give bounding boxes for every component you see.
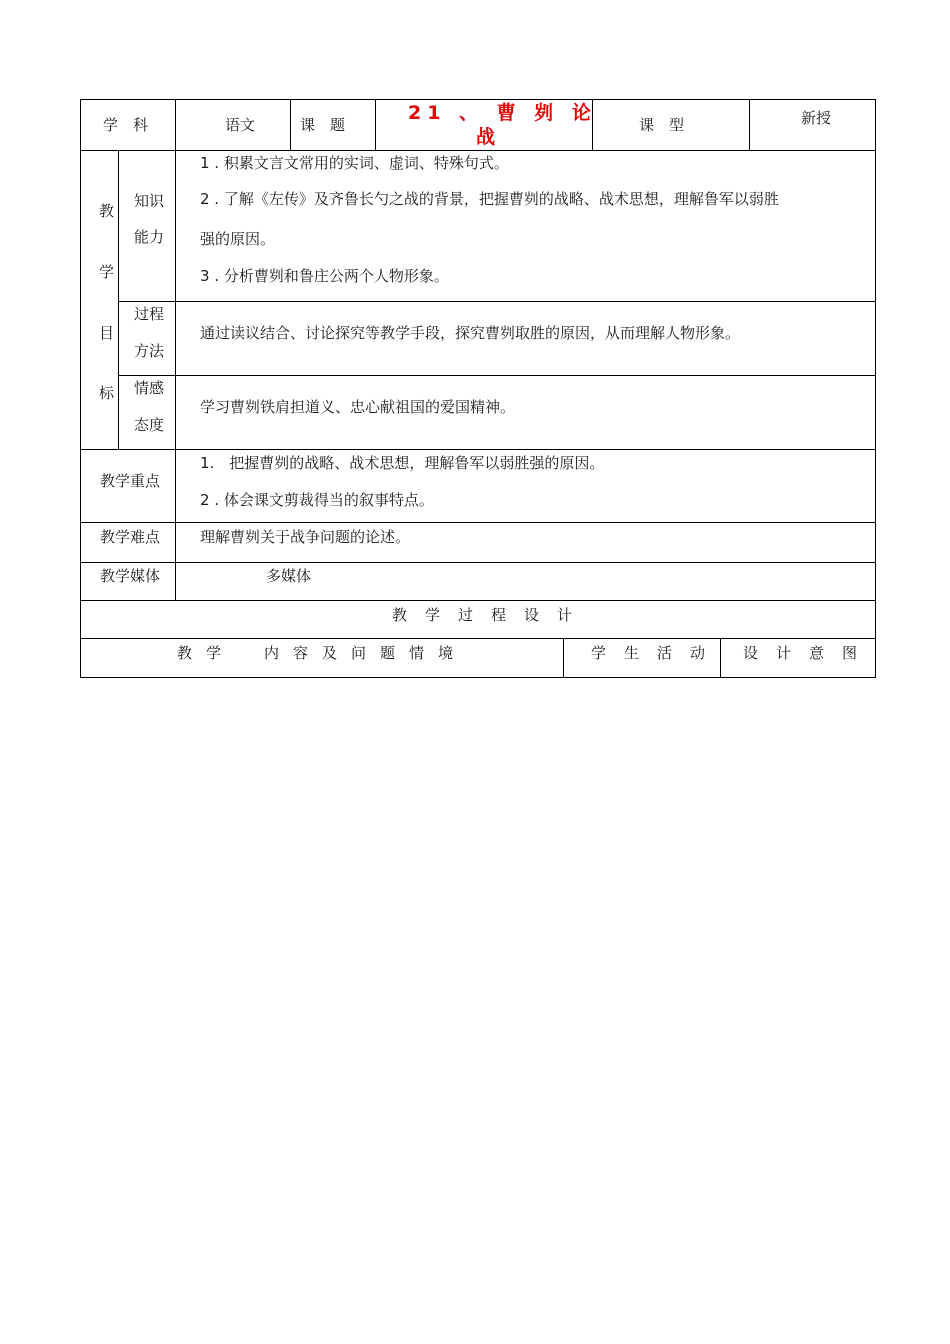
topic-title-line1: 21 、 曹 刿 论 — [408, 102, 597, 124]
knowledge-item: 2 . 了解《左传》及齐鲁长勺之战的背景，把握曹刿的战略、战术思想，理解鲁军以弱胜 — [200, 190, 779, 208]
subject-label: 学 科 — [103, 116, 149, 134]
row-divider — [80, 522, 876, 523]
knowledge-item: 1 . 积累文言文常用的实词、虚词、特殊句式。 — [200, 154, 509, 172]
emotion-label: 态度 — [134, 416, 165, 434]
knowledge-label: 知识 — [134, 192, 165, 210]
objectives-label-char: 标 — [99, 384, 115, 402]
knowledge-label: 能力 — [134, 228, 165, 246]
col-divider — [175, 99, 176, 151]
table-border-bottom — [80, 677, 876, 678]
emotion-text: 学习曹刿铁肩担道义、忠心献祖国的爱国精神。 — [200, 398, 516, 416]
key-point-item: 2 . 体会课文剪裁得当的叙事特点。 — [200, 491, 434, 509]
row-divider — [80, 638, 876, 639]
key-points-label: 教学重点 — [100, 472, 161, 490]
col-divider — [118, 150, 119, 450]
col-header-content: 教学 内容及问题情境 — [177, 644, 468, 662]
row-divider — [118, 375, 876, 376]
type-label: 课 型 — [639, 116, 685, 134]
key-point-item: 1. 把握曹刿的战略、战术思想，理解鲁军以弱胜强的原因。 — [200, 454, 605, 472]
row-divider — [80, 562, 876, 563]
col-divider — [375, 99, 376, 151]
table-border-left — [80, 99, 81, 678]
emotion-label: 情感 — [134, 379, 165, 397]
row-divider — [118, 301, 876, 302]
process-text: 通过读议结合、讨论探究等教学手段，探究曹刿取胜的原因，从而理解人物形象。 — [200, 324, 741, 342]
knowledge-item: 3 . 分析曹刿和鲁庄公两个人物形象。 — [200, 267, 449, 285]
process-design-title: 教学过程设计 — [392, 606, 591, 624]
table-border-right — [875, 99, 876, 678]
difficulty-text: 理解曹刿关于战争问题的论述。 — [200, 528, 411, 546]
row-divider — [80, 150, 876, 151]
col-divider — [175, 150, 176, 601]
row-divider — [80, 600, 876, 601]
media-label: 教学媒体 — [100, 567, 161, 585]
table-border-top — [80, 99, 876, 100]
col-header-activity: 学生活动 — [591, 644, 724, 662]
row-divider — [80, 449, 876, 450]
col-header-intent: 设计意图 — [743, 644, 876, 662]
subject-value: 语文 — [225, 116, 256, 134]
objectives-label-char: 教 — [99, 202, 115, 220]
objectives-label-char: 目 — [99, 324, 115, 342]
col-divider — [563, 638, 564, 678]
difficulty-label: 教学难点 — [100, 528, 161, 546]
media-text: 多媒体 — [266, 567, 312, 585]
process-label: 方法 — [134, 342, 165, 360]
topic-label: 课 题 — [300, 116, 346, 134]
col-divider — [749, 99, 750, 151]
type-value: 新授 — [801, 109, 832, 127]
knowledge-item: 强的原因。 — [200, 230, 276, 248]
topic-title-line2: 战 — [476, 126, 502, 148]
objectives-label-char: 学 — [99, 263, 115, 281]
col-divider — [290, 99, 291, 151]
process-label: 过程 — [134, 305, 165, 323]
